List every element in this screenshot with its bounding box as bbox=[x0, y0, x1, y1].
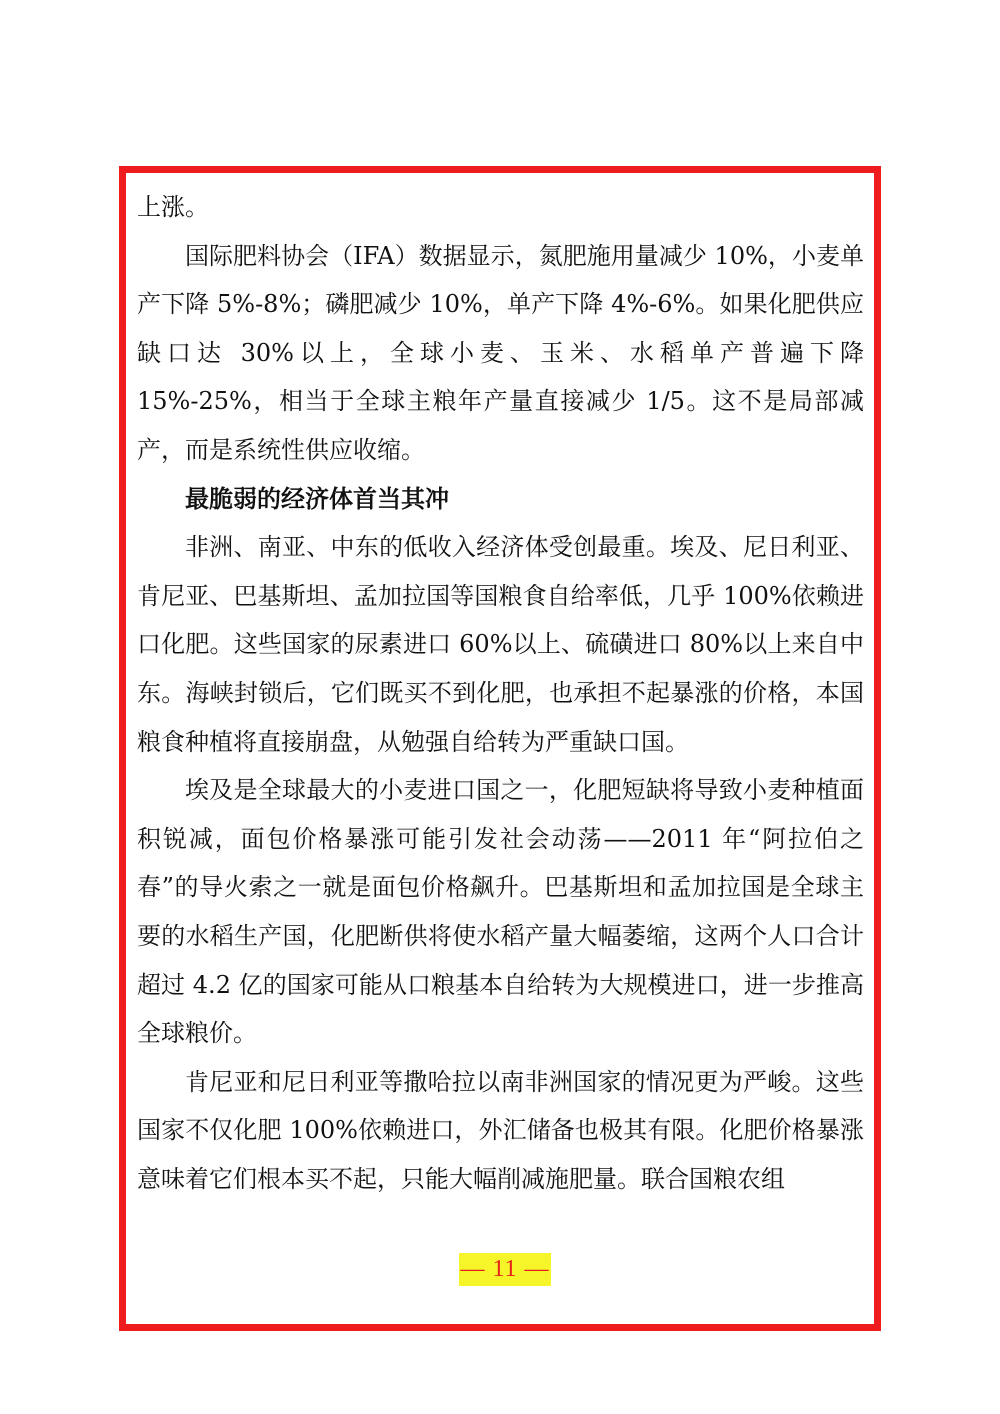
paragraph-continuation: 上涨。 bbox=[137, 193, 209, 221]
paragraph-ifa-data: 国际肥料协会（IFA）数据显示，氮肥施用量减少 10%，小麦单产下降 5%-8%；磷肥减少 10%，单产下降 4%-6%。如果化肥供应缺口达 30%以上，全球小麦、玉米、水稻单产普遍下降 15%-25%，相当于全球主粮年产量直接减少 1/5。这不是局部减产，而是系统性供应收缩。 bbox=[137, 241, 864, 464]
page-number: — 11 — bbox=[459, 1253, 551, 1286]
paragraph-vulnerable-economies: 非洲、南亚、中东的低收入经济体受创最重。埃及、尼日利亚、肯尼亚、巴基斯坦、孟加拉国等国粮食自给率低，几乎 100%依赖进口化肥。这些国家的尿素进口 60%以上、硫磺进口 80%以上来自中东。海峡封锁后，它们既买不到化肥，也承担不起暴涨的价格，本国粮食种植将直接崩盘，从勉强自给转为严重缺口国。 bbox=[137, 533, 864, 756]
paragraph-egypt-pakistan: 埃及是全球最大的小麦进口国之一，化肥短缺将导致小麦种植面积锐减，面包价格暴涨可能引发社会动荡——2011 年“阿拉伯之春”的导火索之一就是面包价格飙升。巴基斯坦和孟加拉国是全球主要的水稻生产国，化肥断供将使水稻产量大幅萎缩，这两个人口合计超过 4.2 亿的国家可能从口粮基本自给转为大规模进口，进一步推高全球粮价。 bbox=[137, 776, 864, 1048]
page-body bbox=[137, 183, 864, 1203]
section-heading: 最脆弱的经济体首当其冲 bbox=[185, 483, 449, 513]
paragraph-kenya-nigeria: 肯尼亚和尼日利亚等撒哈拉以南非洲国家的情况更为严峻。这些国家不仅化肥 100%依赖进口，外汇储备也极其有限。化肥价格暴涨意味着它们根本买不起，只能大幅削减施肥量。联合国粮农组 bbox=[137, 1067, 864, 1193]
